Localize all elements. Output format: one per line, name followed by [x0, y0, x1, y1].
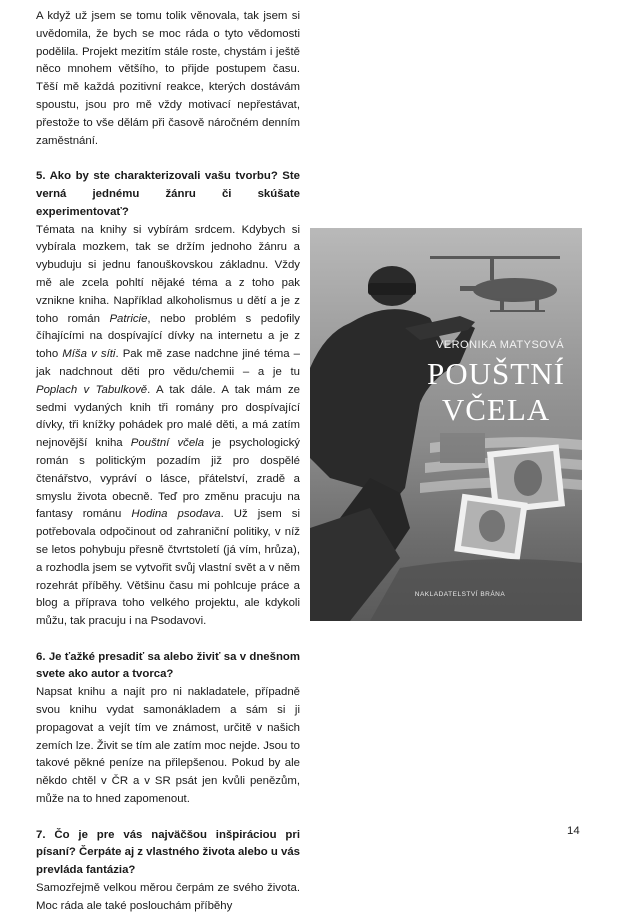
answer-5-text-5: je psychologický román s politickým pozadím již pro dospělé čtenářstvo, vypráví o lásce, přátelství, zradě a smyslu života obecně. Teď pro změnu pracuju na fantasy románu: [36, 437, 300, 521]
answer-5-text-4: . A tak dále. A tak mám ze sedmi vydaných knih tři romány pro dospívající dívky, tři knížky pohádek pro malé děti, a má zatím nejnovější kniha: [36, 383, 300, 450]
answer-5-text-1: Témata na knihy si vybírám srdcem. Kdybych si vybírala mozkem, tak se držím jednoho žánru a vybuduju si jednu fanouškovskou základnu. Vždy mě ale zcela pohltí nějaké téma a z toho pak vznikne kniha. Například alkoholismus u dětí a je z toho román: [36, 223, 300, 325]
answer-5: [36, 222, 300, 631]
question-7: 7. Čo je pre vás najväčšou inšpiráciou pri písaní? Čerpáte aj z vlastného života alebo u vás prevláda fantázia?: [36, 828, 300, 877]
answer-6: Napsat knihu a najít pro ni nakladatele, případně svou knihu vydat samonákladem a sám si ji propagovat a vejít tím ve známost, určitě v našich zemích lze. Živit se tím ale zatím moc nejde. Jsou to takové pěkné peníze na přilepšenou. Pokud by ale někdo chtěl v ČR a v SR psát jen kvůli penězům, může na to hned zapomenout.: [36, 686, 300, 806]
answer-5-text-2: , nebo problém s pedofily číhajícími na dospívající dívky na internetu a je z toho: [36, 312, 300, 361]
cover-publisher: NAKLADATELSTVÍ BRÁNA: [414, 591, 506, 598]
answer-7: Samozřejmě velkou měrou čerpám ze svého života. Moc ráda ale také poslouchám příběhy: [36, 882, 300, 912]
answer-5-text-3: . Pak mě zase nadchne jiné téma – jak nadchnout děti pro vědu/chemii – a je tu: [36, 348, 300, 378]
book-cover-image: [310, 228, 582, 621]
book-title-hodina-psodava: Hodina psodava: [131, 508, 221, 521]
question-6: 6. Je ťažké presadiť sa alebo živiť sa v dnešnom svete ako autor a tvorca?: [36, 650, 300, 681]
cover-author: VERONIKA MATYSOVÁ: [435, 339, 565, 351]
book-title-poustni-vcela: Pouštní včela: [130, 437, 205, 450]
article-column: [36, 8, 300, 916]
cover-title-line1: POUŠTNÍ: [427, 356, 565, 391]
answer-5-text-6: . Už jsem si potřebovala odpočinout od zahraniční politiky, v níž se letos pohybuju přesně čtvrtstoletí (já vím, hrůza), a rozhodla jsem se vytvořit svůj vlastní svět a v něm rozehrát příběhy. Většinu času mi pohlcuje práce a blog a příprava toho velkého projektu, ale kdykoli můžu, tak pracuju i na Psodavovi.: [36, 508, 300, 628]
cover-title-line2: VČELA: [441, 392, 551, 427]
intro-paragraph: A když už jsem se tomu tolik věnovala, tak jsem si uvědomila, že bych se moc ráda o tyto vědomosti podělila. Projekt mezitím stále roste, chystám i ještě něco mnohem většího, to přijde postupem času. Těší mě každá pozitivní reakce, kterých dostávám spoustu, jsou pro mě vždy motivací nepřestávat, přestože to vše dělám při časově náročném denním zaměstnání.: [36, 10, 300, 147]
book-title-patricie: Patricie: [109, 312, 148, 325]
book-title-poplach: Poplach v Tabulkově: [36, 383, 148, 396]
question-5: 5. Ako by ste charakterizovali vašu tvorbu? Ste verná jednému žánru či skúšate experimentovať?: [36, 170, 300, 218]
book-title-misa: Míša v síti: [62, 348, 116, 361]
page-number: 14: [567, 825, 580, 837]
